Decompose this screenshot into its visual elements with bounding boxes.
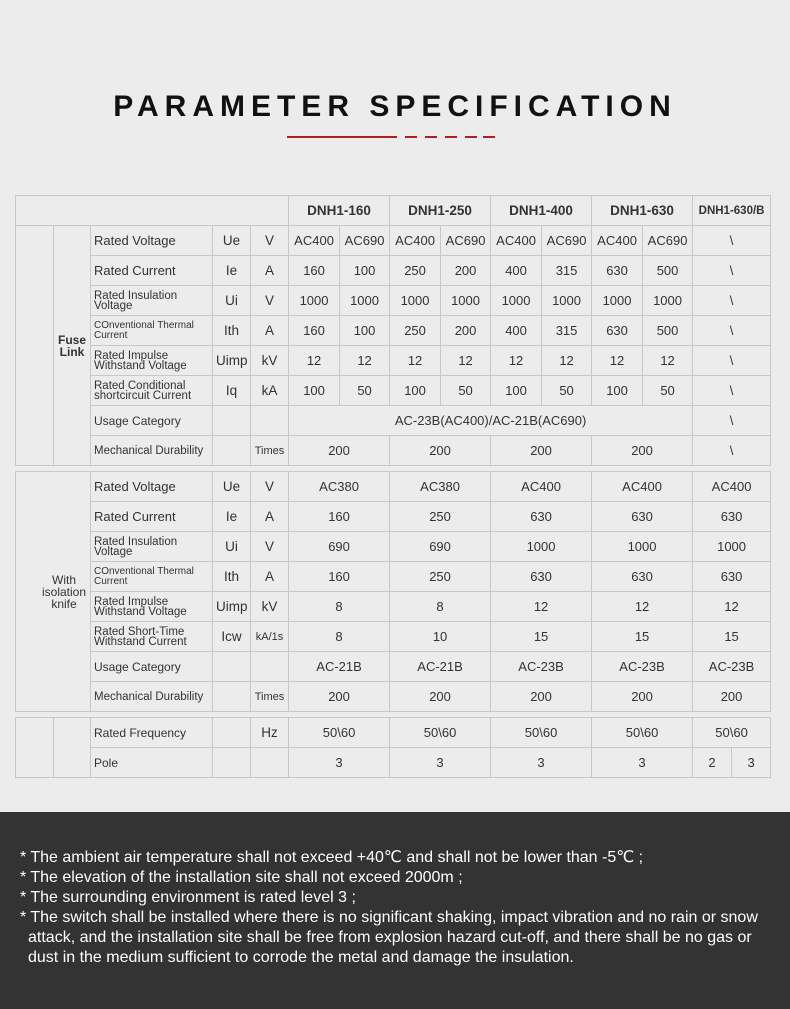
param-unit: A [251, 502, 289, 532]
value-cell: AC400 [390, 226, 441, 256]
value-cell: 200 [491, 682, 592, 712]
value-cell: 1000 [592, 532, 693, 562]
note-item: * The switch shall be installed where there is no significant shaking, impact vibration and no rain or snow attack, and the installation site shall be free from explosion hazard cut-off, and there shall be no gas or dust in the medium sufficient to corrode the metal and damage the insulation. [20, 909, 758, 966]
value-cell: 200 [441, 256, 491, 286]
value-cell: AC-21B [390, 652, 491, 682]
value-cell: 630 [592, 256, 643, 286]
param-label: Rated Impulse Withstand Voltage [91, 592, 213, 622]
value-cell: 200 [390, 436, 491, 466]
value-cell: 200 [592, 436, 693, 466]
value-cell: 200 [491, 436, 592, 466]
param-symbol: Ue [213, 472, 251, 502]
value-cell: 1000 [693, 532, 771, 562]
table-row [16, 472, 771, 502]
value-cell: AC-23B(AC400)/AC-21B(AC690) [289, 406, 693, 436]
param-unit: V [251, 472, 289, 502]
value-cell: 1000 [491, 532, 592, 562]
value-cell: 1000 [491, 286, 542, 316]
value-cell: 500 [643, 256, 693, 286]
value-cell: 100 [340, 256, 390, 286]
value-cell: 630 [491, 562, 592, 592]
value-cell: AC380 [289, 472, 390, 502]
header-model: DNH1-630 [592, 196, 693, 226]
param-label: Rated Current [91, 256, 213, 286]
table-row [16, 286, 771, 316]
value-cell: \ [693, 346, 771, 376]
value-cell: 8 [289, 592, 390, 622]
param-unit: kV [251, 592, 289, 622]
param-symbol: Iq [213, 376, 251, 406]
value-cell: 100 [390, 376, 441, 406]
value-cell: 1000 [340, 286, 390, 316]
value-cell: \ [693, 256, 771, 286]
table-row [16, 562, 771, 592]
param-symbol: Uimp [213, 346, 251, 376]
value-cell: 400 [491, 256, 542, 286]
param-label: Rated Impulse Withstand Voltage [91, 346, 213, 376]
value-cell: 50 [340, 376, 390, 406]
param-unit: Hz [251, 718, 289, 748]
note-item: * The elevation of the installation site shall not exceed 2000m ; [20, 869, 463, 886]
table-row [16, 748, 771, 778]
param-label: Rated Voltage [91, 472, 213, 502]
value-cell: 250 [390, 502, 491, 532]
value-cell: \ [693, 286, 771, 316]
notes-list [20, 848, 770, 968]
value-cell: AC690 [643, 226, 693, 256]
value-cell: 1000 [441, 286, 491, 316]
value-cell: 630 [693, 502, 771, 532]
value-cell: 12 [491, 592, 592, 622]
param-unit: kV [251, 346, 289, 376]
value-cell: 100 [340, 316, 390, 346]
table-row [16, 502, 771, 532]
param-symbol [213, 718, 251, 748]
value-cell: 160 [289, 316, 340, 346]
param-unit: V [251, 532, 289, 562]
value-cell: AC690 [340, 226, 390, 256]
header-model: DNH1-400 [491, 196, 592, 226]
note-item: * The surrounding environment is rated level 3 ; [20, 889, 356, 906]
param-label: Rated Short-Time Withstand Current [91, 622, 213, 652]
param-label: Usage Category [91, 652, 213, 682]
value-cell: 8 [390, 592, 491, 622]
value-cell: 3 [491, 748, 592, 778]
header-model: DNH1-160 [289, 196, 390, 226]
value-cell: 200 [693, 682, 771, 712]
value-cell: 50\60 [491, 718, 592, 748]
value-cell: 15 [693, 622, 771, 652]
table-row [16, 652, 771, 682]
value-cell: 200 [390, 682, 491, 712]
param-unit: V [251, 226, 289, 256]
value-cell: 12 [289, 346, 340, 376]
value-cell: 50\60 [693, 718, 771, 748]
value-cell: 8 [289, 622, 390, 652]
value-cell: 630 [592, 562, 693, 592]
value-cell: 315 [542, 256, 592, 286]
value-cell: 15 [592, 622, 693, 652]
value-cell: AC-23B [693, 652, 771, 682]
value-cell: 3 [390, 748, 491, 778]
value-cell: 630 [592, 502, 693, 532]
value-cell: 10 [390, 622, 491, 652]
param-unit [251, 406, 289, 436]
param-symbol: Ie [213, 256, 251, 286]
value-cell: \ [693, 376, 771, 406]
table-row [16, 226, 771, 256]
value-cell: 3 [732, 748, 771, 778]
param-unit: kA [251, 376, 289, 406]
value-cell: 160 [289, 256, 340, 286]
value-cell: 200 [592, 682, 693, 712]
param-label: COnventional Thermal Current [91, 316, 213, 346]
value-cell: 630 [491, 502, 592, 532]
value-cell: 1000 [289, 286, 340, 316]
value-cell: 250 [390, 256, 441, 286]
value-cell: 1000 [592, 286, 643, 316]
value-cell: 50 [542, 376, 592, 406]
param-symbol: Ue [213, 226, 251, 256]
spec-table [15, 195, 771, 778]
title-underline [287, 136, 397, 138]
value-cell: 630 [693, 562, 771, 592]
table-row [16, 256, 771, 286]
value-cell: 50\60 [289, 718, 390, 748]
value-cell: 12 [491, 346, 542, 376]
value-cell: \ [693, 436, 771, 466]
param-symbol [213, 652, 251, 682]
value-cell: 12 [592, 592, 693, 622]
value-cell: 3 [289, 748, 390, 778]
value-cell: 12 [390, 346, 441, 376]
value-cell: AC690 [441, 226, 491, 256]
table-row [16, 406, 771, 436]
param-label: COnventional Thermal Current [91, 562, 213, 592]
param-label: Mechanical Durability [91, 682, 213, 712]
param-symbol: Ui [213, 286, 251, 316]
value-cell: 50\60 [390, 718, 491, 748]
note-item: * The ambient air temperature shall not exceed +40℃ and shall not be lower than -5℃ ; [20, 849, 644, 866]
table-row [16, 718, 771, 748]
value-cell: 12 [643, 346, 693, 376]
value-cell: 1000 [390, 286, 441, 316]
value-cell: 12 [340, 346, 390, 376]
table-row [16, 346, 771, 376]
header-model: DNH1-630/B [693, 196, 771, 226]
value-cell: 100 [491, 376, 542, 406]
value-cell: 315 [542, 316, 592, 346]
value-cell: 15 [491, 622, 592, 652]
value-cell: \ [693, 406, 771, 436]
value-cell: AC400 [289, 226, 340, 256]
value-cell: 250 [390, 316, 441, 346]
table-row [16, 592, 771, 622]
value-cell: 200 [289, 436, 390, 466]
value-cell: 1000 [542, 286, 592, 316]
param-label: Rated Conditional shortcircuit Current [91, 376, 213, 406]
value-cell: AC-23B [491, 652, 592, 682]
table-row [16, 436, 771, 466]
param-symbol: Ie [213, 502, 251, 532]
value-cell: AC-21B [289, 652, 390, 682]
value-cell: AC400 [592, 472, 693, 502]
param-unit [251, 652, 289, 682]
header-model: DNH1-250 [390, 196, 491, 226]
param-label: Pole [91, 748, 213, 778]
table-row [16, 196, 771, 226]
group-label-fuse-link: Fuse Link [54, 226, 91, 466]
group-spacer [16, 226, 54, 466]
notes-panel [0, 812, 790, 1009]
param-label: Rated Voltage [91, 226, 213, 256]
value-cell: AC380 [390, 472, 491, 502]
value-cell: 50 [441, 376, 491, 406]
param-symbol: Icw [213, 622, 251, 652]
value-cell: 250 [390, 562, 491, 592]
value-cell: 690 [390, 532, 491, 562]
title-dash [405, 136, 417, 138]
value-cell: 200 [441, 316, 491, 346]
value-cell: \ [693, 316, 771, 346]
value-cell: AC400 [592, 226, 643, 256]
param-unit: V [251, 286, 289, 316]
value-cell: 12 [542, 346, 592, 376]
value-cell: 1000 [643, 286, 693, 316]
value-cell: 12 [693, 592, 771, 622]
param-symbol [213, 436, 251, 466]
group-spacer [54, 718, 91, 778]
param-symbol [213, 682, 251, 712]
param-symbol: Ui [213, 532, 251, 562]
value-cell: \ [693, 226, 771, 256]
param-label: Rated Insulation Voltage [91, 286, 213, 316]
value-cell: AC400 [491, 472, 592, 502]
header-blank [16, 196, 289, 226]
param-unit: A [251, 316, 289, 346]
value-cell: 3 [592, 748, 693, 778]
value-cell: 200 [289, 682, 390, 712]
param-label: Usage Category [91, 406, 213, 436]
value-cell: 630 [592, 316, 643, 346]
table-row [16, 622, 771, 652]
value-cell: 12 [441, 346, 491, 376]
param-unit: A [251, 562, 289, 592]
param-symbol [213, 406, 251, 436]
value-cell: 2 [693, 748, 732, 778]
table-row [16, 532, 771, 562]
table-row [16, 682, 771, 712]
value-cell: 100 [289, 376, 340, 406]
param-label: Rated Frequency [91, 718, 213, 748]
value-cell: 160 [289, 562, 390, 592]
value-cell: 12 [592, 346, 643, 376]
value-cell: 50 [643, 376, 693, 406]
value-cell: 100 [592, 376, 643, 406]
param-label: Mechanical Durability [91, 436, 213, 466]
value-cell: 160 [289, 502, 390, 532]
value-cell: AC-23B [592, 652, 693, 682]
param-symbol: Ith [213, 562, 251, 592]
value-cell: 500 [643, 316, 693, 346]
param-unit: A [251, 256, 289, 286]
title-dash [425, 136, 437, 138]
value-cell: 690 [289, 532, 390, 562]
value-cell: 400 [491, 316, 542, 346]
param-unit: Times [251, 436, 289, 466]
value-cell: 50\60 [592, 718, 693, 748]
value-cell: AC400 [491, 226, 542, 256]
page-title: PARAMETER SPECIFICATION [113, 90, 677, 123]
param-label: Rated Current [91, 502, 213, 532]
value-cell: AC690 [542, 226, 592, 256]
param-symbol [213, 748, 251, 778]
group-spacer [16, 718, 54, 778]
param-label: Rated Insulation Voltage [91, 532, 213, 562]
title-dash [465, 136, 477, 138]
param-symbol: Uimp [213, 592, 251, 622]
title-dash [483, 136, 495, 138]
param-unit [251, 748, 289, 778]
param-unit: Times [251, 682, 289, 712]
group-label-isolation-knife: With isolation knife [16, 472, 91, 712]
value-cell: AC400 [693, 472, 771, 502]
title-dash [445, 136, 457, 138]
table-row [16, 316, 771, 346]
table-row [16, 376, 771, 406]
param-symbol: Ith [213, 316, 251, 346]
param-unit: kA/1s [251, 622, 289, 652]
